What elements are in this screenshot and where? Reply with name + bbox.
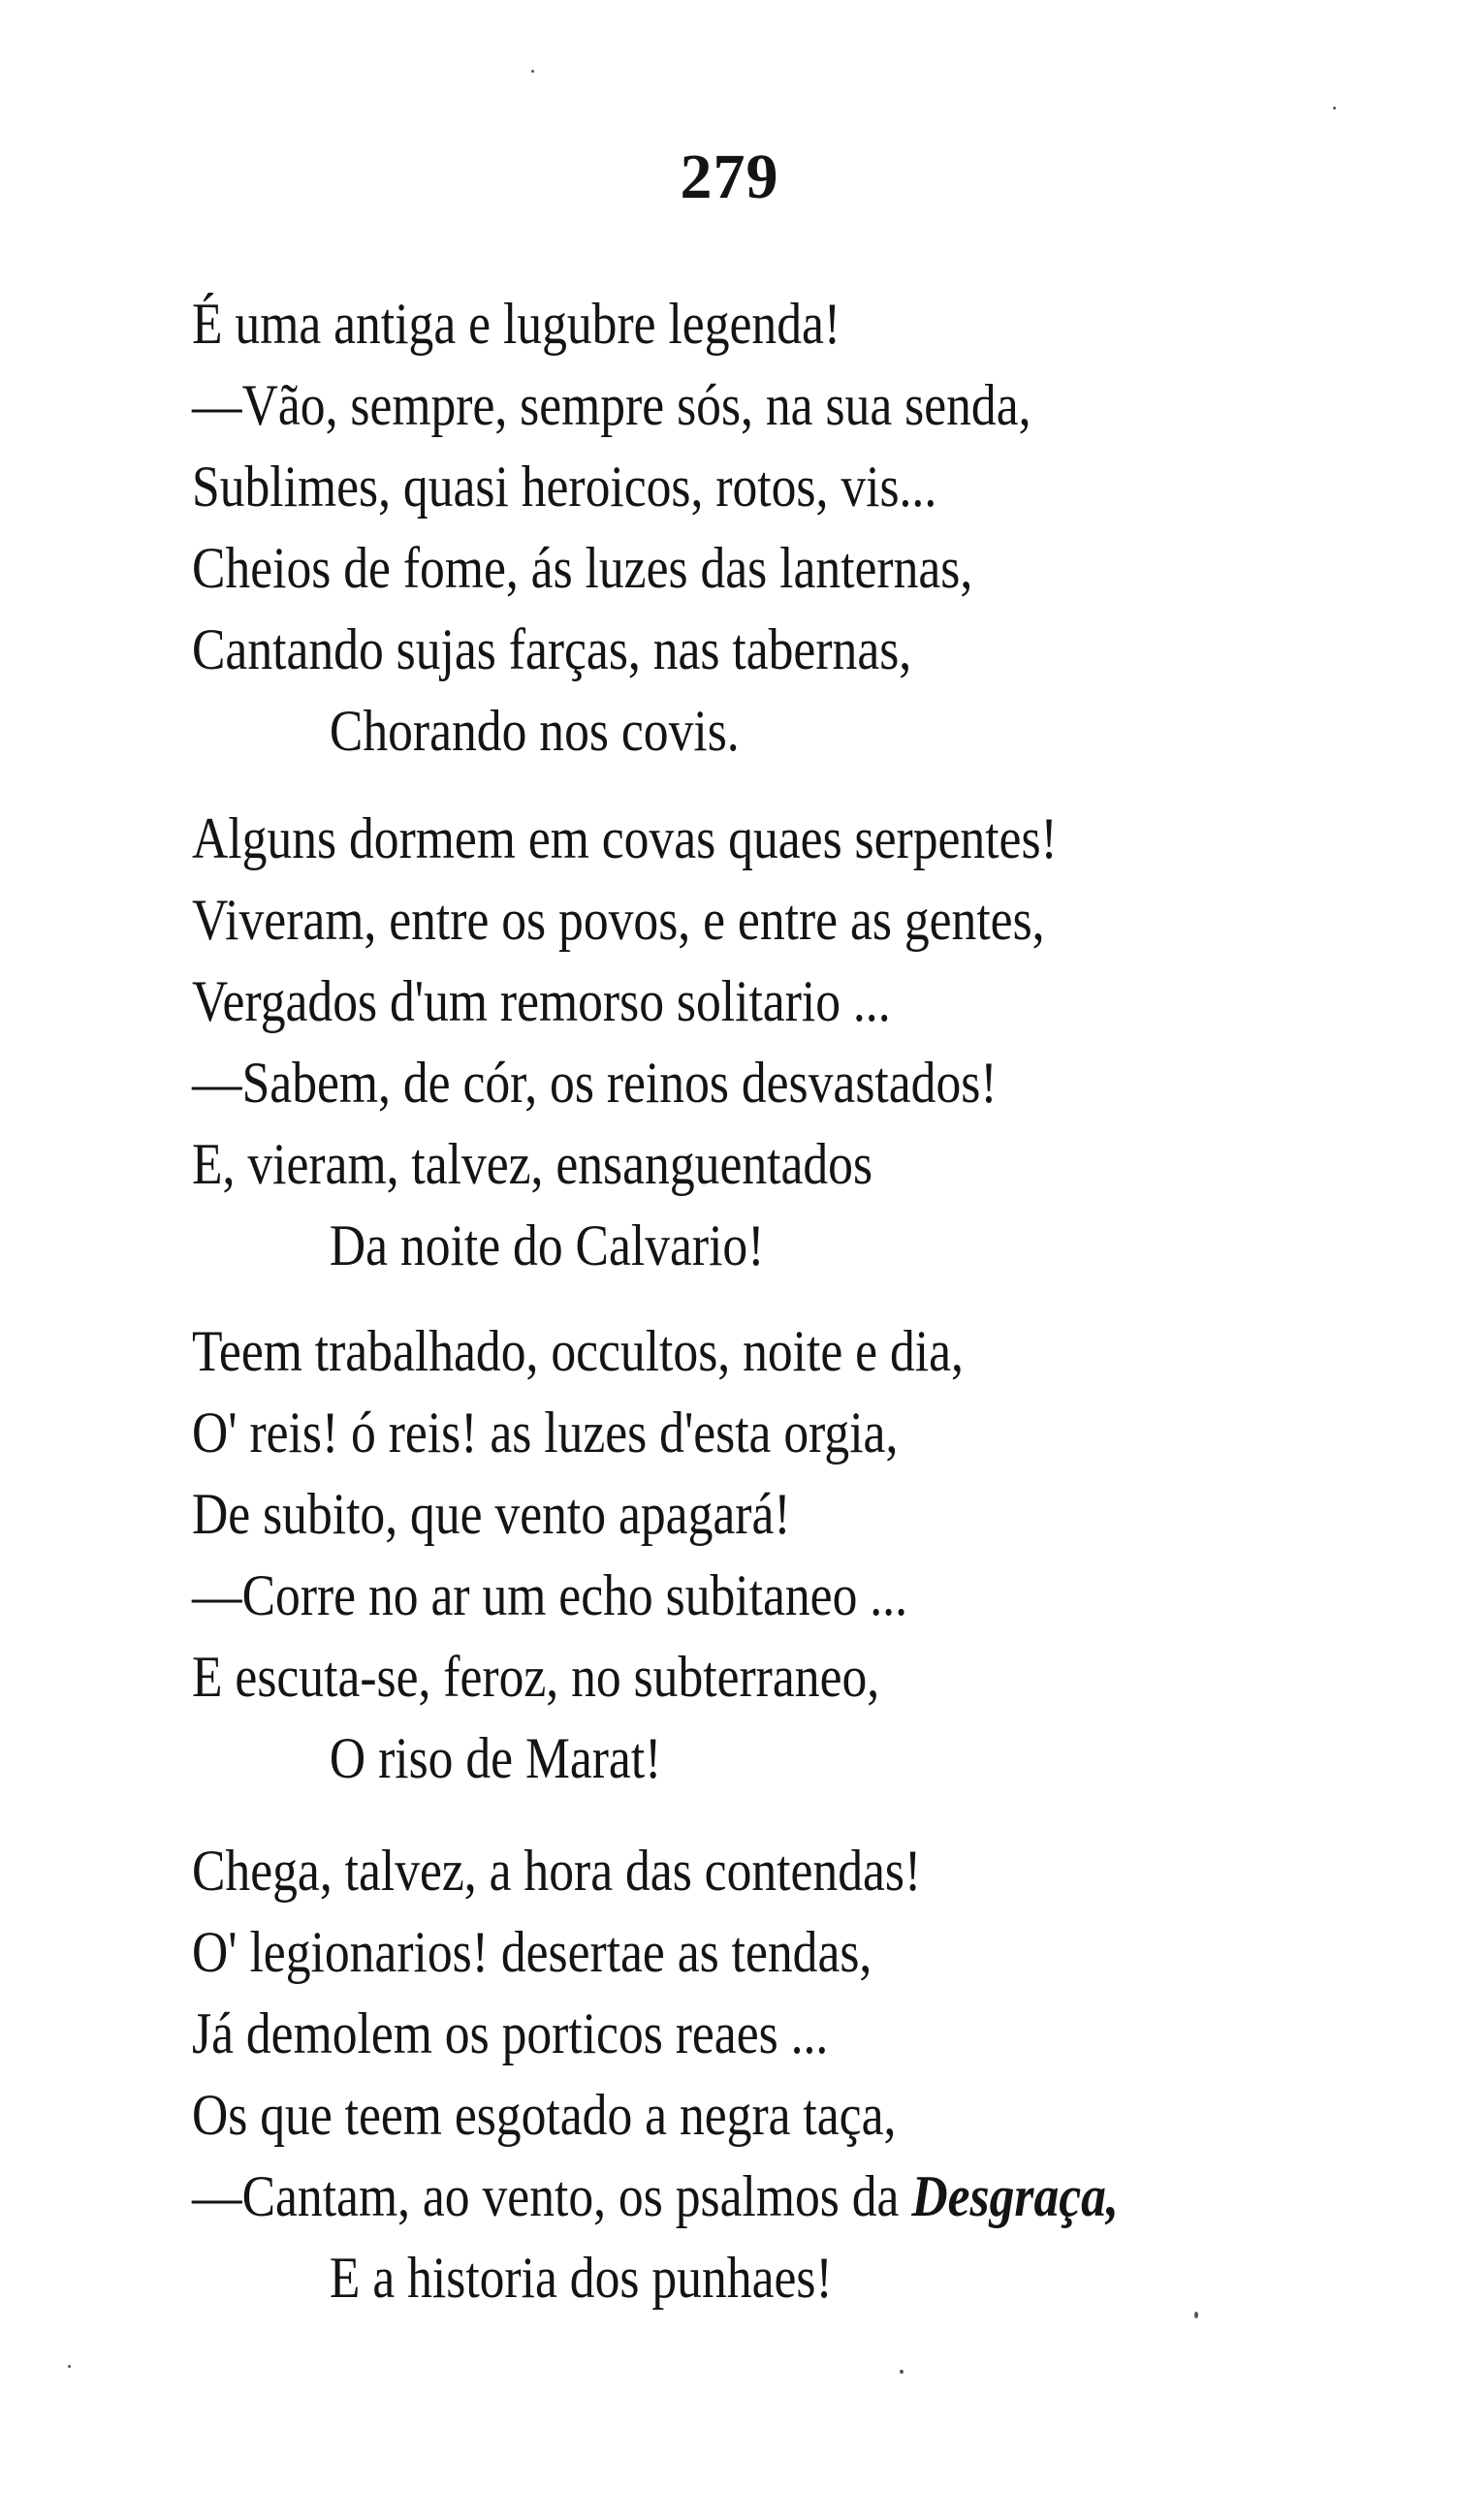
verse-line: Chega, talvez, a hora das contendas! [192, 1839, 922, 1903]
verse-line: Cantando sujas farças, nas tabernas, [192, 617, 912, 681]
verse-line: O' reis! ó reis! as luzes d'esta orgia, [192, 1401, 899, 1465]
page-number: 279 [680, 142, 779, 212]
verse-line: Viveram, entre os povos, e entre as gentes, [192, 888, 1045, 952]
verse-line: —Corre no ar um echo subitaneo ... [192, 1563, 907, 1627]
print-speck [1194, 2312, 1198, 2318]
verse-line: Sublimes, quasi heroicos, rotos, vis... [192, 455, 937, 519]
verse-line-refrain: Da noite do Calvario! [329, 1213, 765, 1277]
emphasized-word: Desgraça, [911, 2164, 1119, 2228]
stanza-3 [192, 1310, 1336, 1799]
verse-line: De subito, que vento apagará! [192, 1482, 791, 1546]
verse-line: É uma antiga e lugubre legenda! [192, 292, 841, 356]
verse-line: Alguns dormem em covas quaes serpentes! [192, 806, 1058, 870]
verse-line-refrain: O riso de Marat! [329, 1726, 662, 1790]
print-speck [68, 2365, 71, 2368]
stanza-2 [192, 798, 1336, 1286]
verse-line-with-emphasis [192, 2156, 1176, 2237]
verse-line: —Sabem, de cór, os reinos desvastados! [192, 1051, 998, 1115]
verse-line-refrain: E a historia dos punhaes! [329, 2246, 833, 2310]
verse-line: Os que teem esgotado a negra taça, [192, 2083, 897, 2147]
verse-line: Teem trabalhado, occultos, noite e dia, [192, 1319, 964, 1383]
print-speck [531, 70, 534, 73]
verse-line: E escuta-se, feroz, no subterraneo, [192, 1645, 880, 1709]
stanza-4 [192, 1830, 1336, 2318]
verse-line-text: —Cantam, ao vento, os psalmos da [192, 2164, 900, 2228]
verse-line-refrain: Chorando nos covis. [329, 699, 740, 763]
print-speck [900, 2370, 904, 2374]
print-speck [1333, 107, 1336, 110]
verse-line: E, vieram, talvez, ensanguentados [192, 1132, 873, 1196]
stanza-1 [192, 283, 1336, 772]
verse-line: Vergados d'um remorso solitario ... [192, 969, 891, 1033]
verse-line: Cheios de fome, ás luzes das lanternas, [192, 536, 973, 600]
verse-line: Já demolem os porticos reaes ... [192, 2001, 829, 2065]
verse-line: O' legionarios! desertae as tendas, [192, 1920, 872, 1984]
verse-line: —Vão, sempre, sempre sós, na sua senda, [192, 373, 1031, 437]
